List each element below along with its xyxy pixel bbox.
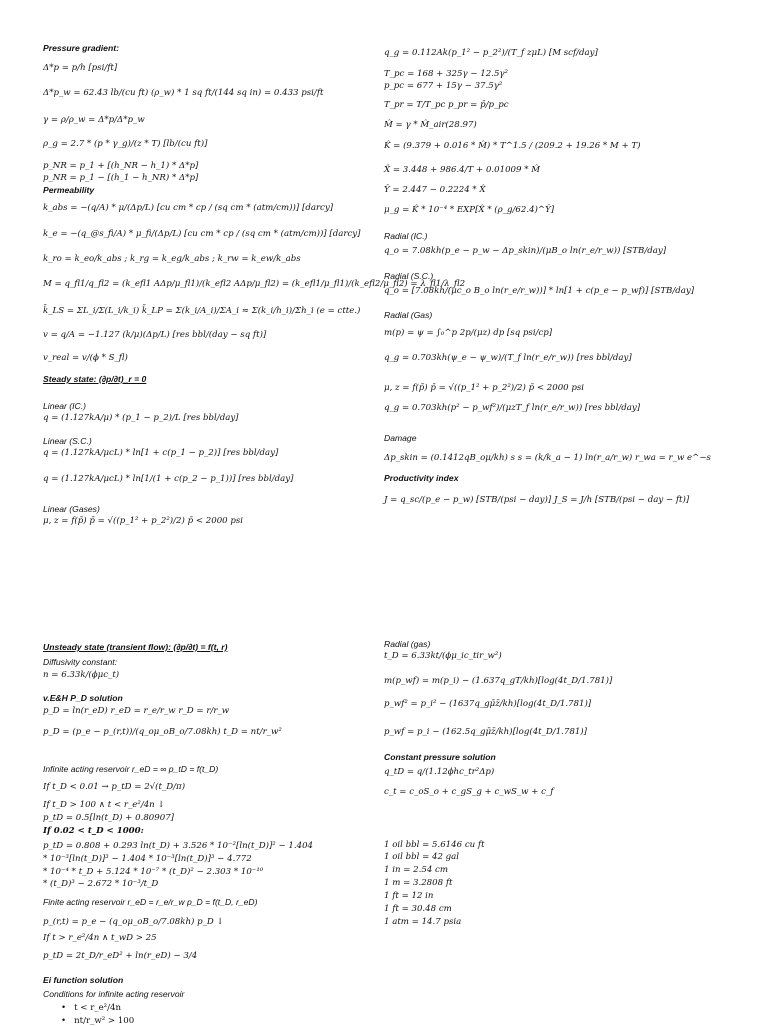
section-label: Linear (Gases) xyxy=(43,504,100,514)
formula-line: q_tD = q/(1.12ϕhc_tr²Δp) xyxy=(384,767,495,777)
section-label: Constant pressure solution xyxy=(384,752,496,762)
formula-line: T_pr = T/T_pc p_pr = p̄/p_pc xyxy=(384,100,509,110)
section-label: Radial (Gas) xyxy=(384,310,433,320)
formula-line: X̂ = 3.448 + 986.4/T + 0.01009 * M̂ xyxy=(384,165,541,175)
formula-line: k_abs = −(q/A) * μ/(Δp/L) [cu cm * cp / (sq cm * (atm/cm))] [darcy] xyxy=(43,203,334,213)
formula-line: p_tD = 0.5[ln(t_D) + 0.80907] xyxy=(43,813,175,823)
formula-line: m(p) = ψ = ∫₀^p 2p/(μz) dp [sq psi/cp] xyxy=(384,328,553,338)
section-label: Ei function solution xyxy=(43,975,124,985)
formula-line: k_e = −(q_@s_fi/A) * μ_fi/(Δp/L) [cu cm * cp / (sq cm * (atm/cm))] [darcy] xyxy=(43,229,361,239)
formula-line: p_(r,t) = p_e − (q_oμ_oB_o/7.08kh) p_D ↓ xyxy=(43,917,224,927)
formula-line: γ = ρ/ρ_w = Δ*p/Δ*p_w xyxy=(43,115,145,125)
formula-line: n = 6.33k/(ϕμc_t) xyxy=(43,670,120,680)
formula-line: q_g = 0.703kh(ψ_e − ψ_w)/(T_f ln(r_e/r_w)) [res bbl/day] xyxy=(384,353,632,363)
formula-line: T_pc = 168 + 325γ − 12.5γ² xyxy=(384,69,508,79)
section-label: v.E&H P_D solution xyxy=(43,693,123,703)
formula-line: 1 m = 3.2808 ft xyxy=(384,878,453,888)
section-label: Diffusivity constant: xyxy=(43,657,118,667)
formula-line: 1 ft = 30.48 cm xyxy=(384,904,452,914)
formula-line: p_NR = p_1 + [(h_NR − h_1) * Δ*p] xyxy=(43,161,199,171)
formula-line: 1 oil bbl = 42 gal xyxy=(384,852,460,862)
formula-line: c_t = c_oS_o + c_gS_g + c_wS_w + c_f xyxy=(384,787,554,797)
section-label: Pressure gradient: xyxy=(43,43,119,53)
formula-line: K̂ = (9.379 + 0.016 * M̂) * T^1.5 / (209.2 + 19.26 * M + T) xyxy=(384,141,641,151)
section-label: If 0.02 < t_D < 1000: xyxy=(43,826,144,836)
formula-line: 1 atm = 14.7 psia xyxy=(384,917,462,927)
formula-line: Δp_skin = (0.1412qB_oμ/kh) s s = (k/k_a − 1) ln(r_a/r_w) r_wa = r_w e^−s xyxy=(384,453,711,463)
formula-line: μ, z = f(p̄) p̄ = √((p_1² + p_2²)/2) p̄ < 2000 psi xyxy=(384,383,585,393)
section-label: Conditions for infinite acting reservoir xyxy=(43,989,185,999)
formula-line: If t > r_e²/4n ∧ t_wD > 25 xyxy=(43,933,157,943)
formula-line: q = (1.127kA/μ) * (p_1 − p_2)/L [res bbl/day] xyxy=(43,413,239,423)
section-label: Permeability xyxy=(43,185,95,195)
section-label: Linear (S.C.) xyxy=(43,436,92,446)
formula-line: * 10⁻³[ln(t_D)]³ − 1.404 * 10⁻³[ln(t_D)]³ − 4.772 xyxy=(43,854,252,864)
section-label: Unsteady state (transient flow): (∂p/∂t) = f(t, r) xyxy=(43,642,228,652)
formula-line: * (t_D)³ − 2.672 * 10⁻³/t_D xyxy=(43,879,159,889)
formula-line: q = (1.127kA/μcL) * ln[1/(1 + c(p_2 − p_1))] [res bbl/day] xyxy=(43,474,294,484)
section-label: Productivity index xyxy=(384,473,459,483)
formula-line: p_wf² = p_i² − (1637q_gμ̄z̄/kh)[log(4t_D/1.781)] xyxy=(384,699,592,709)
formula-line: p_tD = 0.808 + 0.293 ln(t_D) + 3.526 * 10⁻²[ln(t_D)]² − 1.404 xyxy=(43,841,314,851)
formula-line: k_ro = k_eo/k_abs ; k_rg = k_eg/k_abs ; k_rw = k_ew/k_abs xyxy=(43,254,301,264)
section-label: Finite acting reservoir r_eD = r_e/r_w p_D = f(t_D, r_eD) xyxy=(43,897,258,907)
formula-line: J = q_sc/(p_e − p_w) [STB/(psi − day)] J_S = J/h [STB/(psi − day − ft)] xyxy=(384,495,690,505)
section-label: Infinite acting reservoir r_eD = ∞ p_tD = f(t_D) xyxy=(43,764,219,774)
formula-line: q = (1.127kA/μcL) * ln[1 + c(p_1 − p_2)] [res bbl/day] xyxy=(43,448,279,458)
formula-line: p_D = ln(r_eD) r_eD = r_e/r_w r_D = r/r_w xyxy=(43,706,230,716)
formula-line: ρ_g = 2.7 * (p * γ_g)/(z * T) [lb/(cu ft)] xyxy=(43,139,208,149)
formula-line: Ŷ = 2.447 − 0.2224 * X̂ xyxy=(384,185,486,195)
formula-line: If t_D > 100 ∧ t < r_e²/4n ↓ xyxy=(43,800,165,810)
formula-line: p_NR = p_1 − [(h_1 − h_NR) * Δ*p] xyxy=(43,173,199,183)
formula-line: k̄_LS = ΣL_i/Σ(L_i/k_i) k̄_LP = Σ(k_i/A_i)/ΣA_i ≈ Σ(k_i/h_i)/Σh_i (e = ctte.) xyxy=(43,306,361,316)
formula-line: * 10⁻⁴ * t_D + 5.124 * 10⁻⁷ * (t_D)² − 2.303 * 10⁻¹⁰ xyxy=(43,867,264,877)
formula-line: p_pc = 677 + 15γ − 37.5γ² xyxy=(384,81,503,91)
formula-line: Δ*p_w = 62.43 lb/(cu ft) (ρ_w) * 1 sq ft/(144 sq in) = 0.433 psi/ft xyxy=(43,88,324,98)
formula-line: Δ*p = p/h [psi/ft] xyxy=(43,63,118,73)
formula-line: t_D = 6.33kt/(ϕμ_ic_tir_w²) xyxy=(384,651,502,661)
section-label: Damage xyxy=(384,433,417,443)
bullet-item: • nt/r_w² > 100 xyxy=(43,1017,134,1026)
formula-line: m(p_wf) = m(p_i) − (1.637q_gT/kh)[log(4t_D/1.781)] xyxy=(384,676,613,686)
formula-line: q_o = 7.08kh(p_e − p_w − Δp_skin)/(μB_o ln(r_e/r_w)) [STB/day] xyxy=(384,246,667,256)
formula-line: p_wf = p_i − (162.5q_gμ̄z̄/kh)[log(4t_D/1.781)] xyxy=(384,727,588,737)
section-label: Radial (gas) xyxy=(384,639,431,649)
bullet-item: • t < r_e²/4n xyxy=(43,1004,121,1013)
formula-line: q_g = 0.112Ak(p_1² − p_2²)/(T_f zμL) [M scf/day] xyxy=(384,48,598,58)
formula-line: p_D = (p_e − p_(r,t))/(q_oμ_oB_o/7.08kh) t_D = nt/r_w² xyxy=(43,727,282,737)
formula-line: μ, z = f(p̄) p̄ = √((p_1² + p_2²)/2) p̄ < 2000 psi xyxy=(43,516,244,526)
formula-line: 1 in = 2.54 cm xyxy=(384,865,448,875)
formula-line: q_g = 0.703kh(p² − p_wf²)/(μzT_f ln(r_e/r_w)) [res bbl/day] xyxy=(384,403,641,413)
section-label: Radial (IC.) xyxy=(384,231,428,241)
section-label: Linear (IC.) xyxy=(43,401,86,411)
formula-line: 1 ft = 12 in xyxy=(384,891,434,901)
formula-line: M̂ = γ * M̂_air(28.97) xyxy=(384,120,477,130)
formula-line: M = q_fl1/q_fl2 = (k_efl1 AΔp/μ_fl1)/(k_efl2 AΔp/μ_fl2) = (k_efl1/μ_fl1)/(k_efl2/μ_fl2) = λ_fl1/λ_fl2 xyxy=(43,279,466,289)
formula-line: If t_D < 0.01 → p_tD = 2√(t_D/π) xyxy=(43,782,186,792)
formula-line: q_o = [7.08kh/(μc_o B_o ln(r_e/r_w))] * ln[1 + c(p_e − p_wf)] [STB/day] xyxy=(384,286,695,296)
formula-line: μ_g = K̂ * 10⁻⁴ * EXP[X̂ * (ρ_g/62.4)^Ŷ] xyxy=(384,205,555,215)
formula-line: v = q/A = −1.127 (k/μ)(Δp/L) [res bbl/(day − sq ft)] xyxy=(43,330,267,340)
formula-line: v_real = v/(ϕ * S_fl) xyxy=(43,353,128,363)
formula-line: 1 oil bbl = 5.6146 cu ft xyxy=(384,840,485,850)
formula-line: p_tD = 2t_D/r_eD² + ln(r_eD) − 3/4 xyxy=(43,951,198,961)
section-label: Steady state: (∂p/∂t)_r = 0 xyxy=(43,374,147,384)
section-label: Radial (S.C.) xyxy=(384,271,434,281)
